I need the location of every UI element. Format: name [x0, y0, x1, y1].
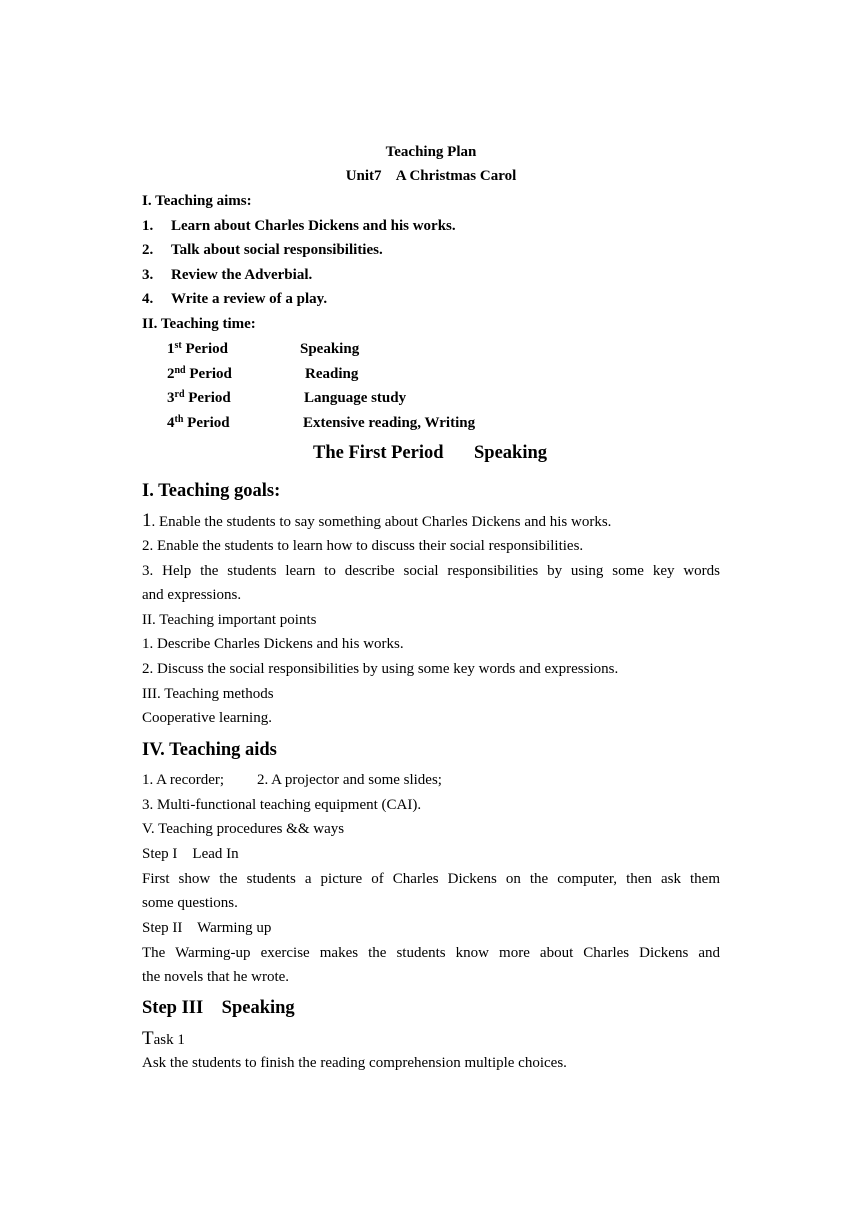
- period-activity: Reading: [305, 366, 359, 382]
- step-text: the novels that he wrote.: [142, 969, 290, 985]
- period-label: 2nd Period: [167, 365, 232, 382]
- step-text: The Warming-up exercise makes the students know more about Charles Dickens and: [142, 945, 720, 961]
- goal-text: . Enable the students to say something about Charles Dickens and his works.: [151, 514, 612, 530]
- goal-item-continued: and expressions.: [142, 587, 242, 603]
- methods-heading: III. Teaching methods: [142, 686, 274, 702]
- aids-item: 3. Multi-functional teaching equipment (CAI).: [142, 797, 422, 813]
- period-activity: Language study: [304, 390, 407, 406]
- goal-item: [142, 511, 611, 532]
- aim-item: [142, 240, 383, 260]
- procedures-heading: V. Teaching procedures && ways: [142, 821, 345, 837]
- aim-text: Write a review of a play.: [171, 291, 328, 307]
- aim-text: Talk about social responsibilities.: [171, 242, 383, 258]
- goals-heading: I. Teaching goals:: [142, 481, 281, 501]
- goal-item: 2. Enable the students to learn how to discuss their social responsibilities.: [142, 538, 584, 554]
- aids-item: 2. A projector and some slides;: [257, 772, 442, 788]
- aim-number: 3.: [142, 267, 154, 283]
- important-point-item: 1. Describe Charles Dickens and his works.: [142, 636, 404, 652]
- aids-heading: IV. Teaching aids: [142, 740, 277, 760]
- step-text: First show the students a picture of Charles Dickens on the computer, then ask them: [142, 871, 720, 887]
- aims-heading: I. Teaching aims:: [142, 193, 252, 209]
- important-points-heading: II. Teaching important points: [142, 612, 317, 628]
- step-title: Step II Warming up: [142, 920, 272, 936]
- aim-number: 2.: [142, 242, 154, 258]
- task-title: Task 1: [142, 1028, 185, 1049]
- aim-item: [142, 265, 312, 285]
- step-text: some questions.: [142, 895, 238, 911]
- methods-text: Cooperative learning.: [142, 710, 272, 726]
- aids-item: 1. A recorder;: [142, 772, 225, 788]
- period-label: 4th Period: [167, 414, 230, 431]
- important-point-item: 2. Discuss the social responsibilities by using some key words and expressions.: [142, 661, 619, 677]
- aim-item: [142, 289, 327, 309]
- period-label: 1st Period: [167, 340, 228, 357]
- period-activity: Extensive reading, Writing: [303, 415, 476, 431]
- time-heading: II. Teaching time:: [142, 316, 256, 332]
- step-title: Step III Speaking: [142, 998, 295, 1018]
- first-period-title: The First Period: [313, 443, 444, 463]
- aim-text: Review the Adverbial.: [171, 267, 313, 283]
- period-label: 3rd Period: [167, 389, 231, 406]
- aim-number: 1.: [142, 218, 154, 234]
- unit-title: Unit7 A Christmas Carol: [345, 168, 517, 184]
- aim-text: Learn about Charles Dickens and his works.: [171, 218, 456, 234]
- step-title: Step I Lead In: [142, 846, 239, 862]
- period-activity: Speaking: [300, 341, 360, 357]
- aim-item: [142, 216, 456, 236]
- goal-number: 1: [142, 510, 152, 531]
- first-period-subtitle: Speaking: [474, 443, 548, 463]
- task-text: Ask the students to finish the reading comprehension multiple choices.: [142, 1055, 567, 1071]
- document-title: Teaching Plan: [385, 144, 477, 160]
- goal-item: 3. Help the students learn to describe social responsibilities by using some key words: [142, 563, 720, 579]
- aim-number: 4.: [142, 291, 154, 307]
